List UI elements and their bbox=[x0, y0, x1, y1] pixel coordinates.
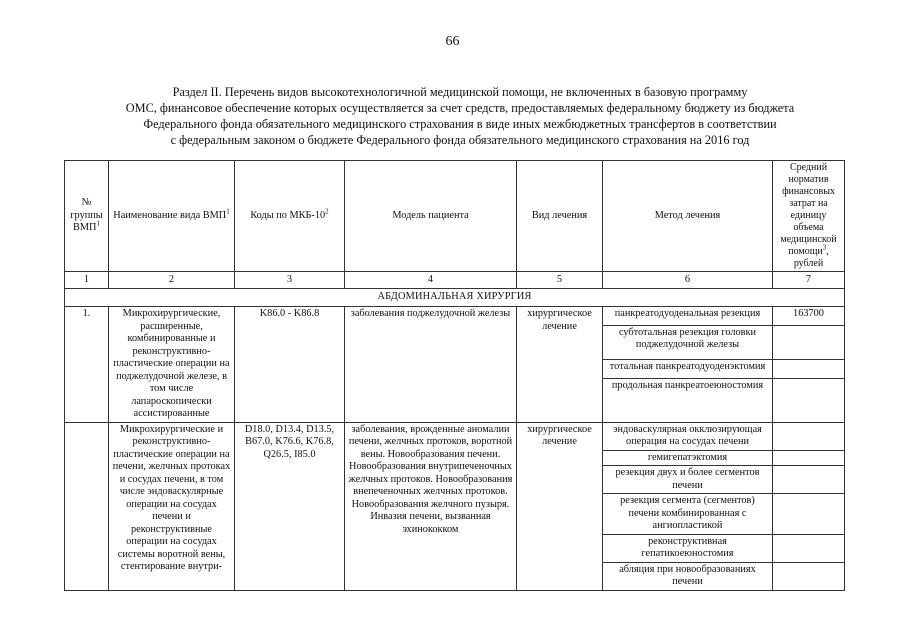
treatment-method: субтотальная резекция головки поджелудочной железы bbox=[603, 325, 773, 359]
header-group-number-text: № группы ВМП bbox=[70, 197, 103, 234]
section-title: АБДОМИНАЛЬНАЯ ХИРУРГИЯ bbox=[65, 289, 845, 307]
cost-empty bbox=[773, 359, 845, 378]
table-row bbox=[65, 422, 845, 450]
treatment-method: абляция при новообразованиях печени bbox=[603, 562, 773, 590]
column-number: 7 bbox=[773, 272, 845, 289]
footnote-mark: 3 bbox=[822, 243, 827, 252]
header-row bbox=[65, 161, 845, 272]
header-treatment-type: Вид лечения bbox=[517, 161, 603, 272]
treatment-type: хирургическое лечение bbox=[517, 422, 603, 590]
page-number: 66 bbox=[445, 34, 460, 49]
footnote-mark: 2 bbox=[325, 207, 329, 216]
cost-empty bbox=[773, 450, 845, 466]
patient-model: заболевания поджелудочной железы bbox=[345, 307, 517, 423]
header-icd-codes bbox=[235, 161, 345, 272]
treatment-method: резекция двух и более сегментов печени bbox=[603, 466, 773, 494]
group-number: 1. bbox=[65, 307, 109, 423]
document-title bbox=[100, 84, 820, 148]
column-number: 4 bbox=[345, 272, 517, 289]
column-number: 6 bbox=[603, 272, 773, 289]
cost-empty bbox=[773, 325, 845, 359]
title-line-3: Федерального фонда обязательного медицинского страхования в виде иных межбюджетных трансфертов в соответствии bbox=[143, 117, 777, 131]
header-group-number bbox=[65, 161, 109, 272]
header-vmp-name-text: Наименование вида ВМП bbox=[113, 209, 227, 221]
title-line-2: ОМС, финансовое обеспечение которых осуществляется за счет средств, предоставляемых федеральному бюджету из бюджета bbox=[125, 101, 795, 115]
vmp-table bbox=[64, 160, 845, 591]
header-vmp-name bbox=[109, 161, 235, 272]
footnote-mark: 1 bbox=[226, 207, 230, 216]
header-treatment-method: Метод лечения bbox=[603, 161, 773, 272]
treatment-method: тотальная панкреатодуоденэктомия bbox=[603, 359, 773, 378]
header-patient-model: Модель пациента bbox=[345, 161, 517, 272]
column-number-row bbox=[65, 272, 845, 289]
vmp-name: Микрохирургические, расширенные, комбинированные и реконструктивно-пластические операции на поджелудочной железе, в том числе лапароскопически ассистированные bbox=[109, 307, 235, 423]
column-number: 5 bbox=[517, 272, 603, 289]
header-cost-text: Средний норматив финансовых затрат на единицу объема медицинской помощи bbox=[780, 162, 837, 257]
treatment-method: реконструктивная гепатикоеюностомия bbox=[603, 534, 773, 562]
treatment-type: хирургическое лечение bbox=[517, 307, 603, 423]
title-line-4: с федеральным законом о бюджете Федерального фонда обязательного медицинского страхования на 2016 год bbox=[170, 133, 750, 147]
cost-empty bbox=[773, 378, 845, 422]
cost-empty bbox=[773, 562, 845, 590]
group-number bbox=[65, 422, 109, 590]
column-number: 1 bbox=[65, 272, 109, 289]
treatment-method: резекция сегмента (сегментов) печени комбинированная с ангиопластикой bbox=[603, 494, 773, 535]
section-row bbox=[65, 289, 845, 307]
header-cost bbox=[773, 161, 845, 272]
cost-empty bbox=[773, 534, 845, 562]
cost-value: 163700 bbox=[773, 307, 845, 326]
icd-codes: D18.0, D13.4, D13.5, B67.0, K76.6, K76.8, Q26.5, I85.0 bbox=[235, 422, 345, 590]
cost-empty bbox=[773, 422, 845, 450]
treatment-method: эндоваскулярная окклюзирующая операция на сосудах печени bbox=[603, 422, 773, 450]
icd-codes: K86.0 - K86.8 bbox=[235, 307, 345, 423]
treatment-method: гемигепатэктомия bbox=[603, 450, 773, 466]
treatment-method: панкреатодуоденальная резекция bbox=[603, 307, 773, 326]
header-cost-tail: , рублей bbox=[793, 246, 829, 269]
title-line-1: Раздел II. Перечень видов высокотехнологичной медицинской помощи, не включенных в базовую программу bbox=[172, 85, 748, 99]
footnote-mark: 1 bbox=[96, 219, 100, 228]
patient-model: заболевания, врожденные аномалии печени, желчных протоков, воротной вены. Новообразования печени. Новообразования внутрипеченочных желчных протоков. Новообразования внепеченочных желчных протоков. Новообразования желчного пузыря. Инвазия печени, вызванная эхинококком bbox=[345, 422, 517, 590]
column-number: 2 bbox=[109, 272, 235, 289]
vmp-name: Микрохирургические и реконструктивно-пластические операции на печени, желчных протоках и сосудах печени, в том числе эндоваскулярные операции на сосудах печени и реконструктивные операции на сосудах системы воротной вены, стентирование внутри- bbox=[109, 422, 235, 590]
cost-empty bbox=[773, 494, 845, 535]
table-row bbox=[65, 307, 845, 326]
column-number: 3 bbox=[235, 272, 345, 289]
cost-empty bbox=[773, 466, 845, 494]
treatment-method: продольная панкреатоеюностомия bbox=[603, 378, 773, 422]
header-icd-codes-text: Коды по МКБ-10 bbox=[250, 209, 326, 221]
